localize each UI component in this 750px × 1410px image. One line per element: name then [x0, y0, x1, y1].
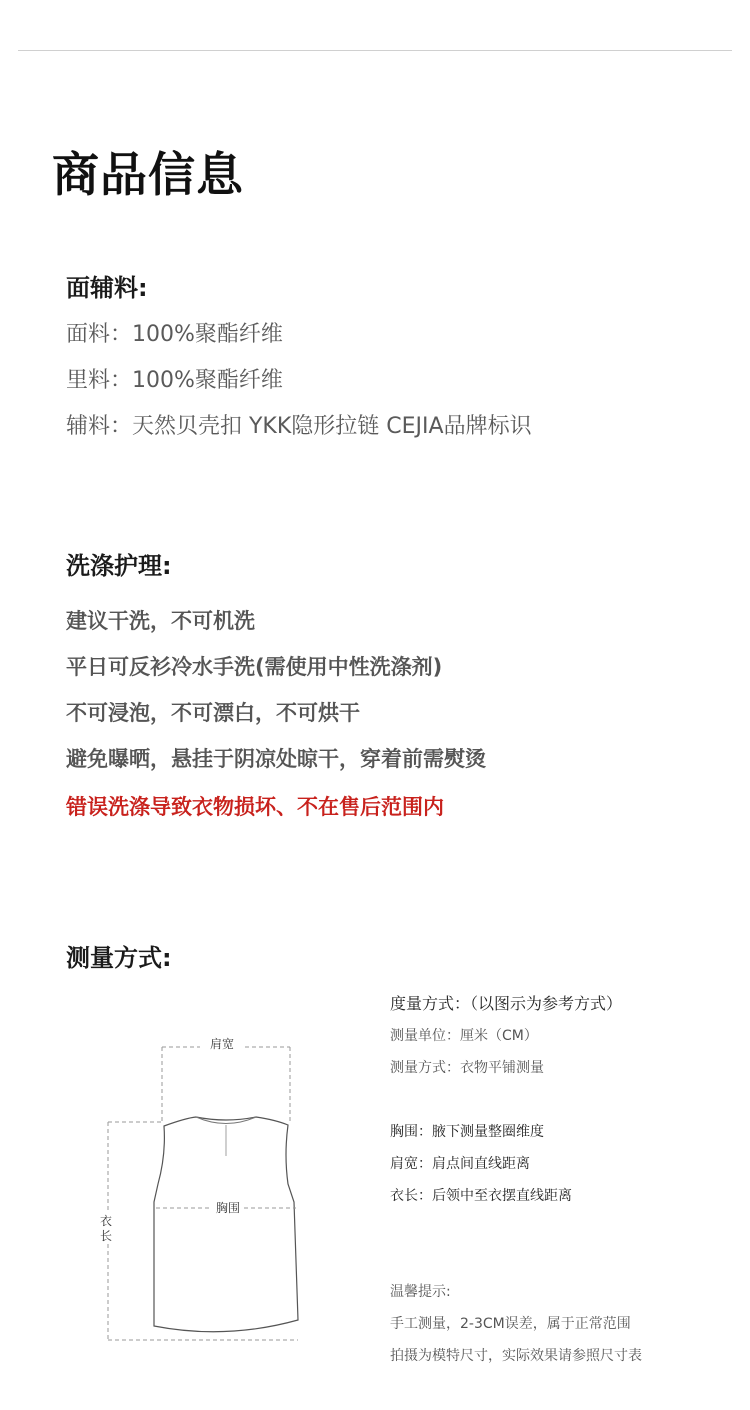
care-line: 避免曝晒，悬挂于阴凉处晾干，穿着前需熨烫: [66, 747, 486, 771]
length-label-1: 衣: [100, 1214, 113, 1228]
tip-line: 拍摄为模特尺寸，实际效果请参照尺寸表: [390, 1348, 642, 1364]
tip-line: 手工测量，2-3CM误差，属于正常范围: [390, 1316, 631, 1332]
measure-method: 测量方式：衣物平铺测量: [390, 1060, 544, 1076]
top-divider: [18, 50, 732, 51]
garment-diagram: [100, 1030, 310, 1350]
care-line: 平日可反衫冷水手洗(需使用中性洗涤剂): [66, 655, 443, 679]
shoulder-label: 肩宽: [210, 1037, 235, 1051]
materials-heading: 面辅料:: [66, 274, 148, 302]
measure-heading: 测量方式:: [66, 944, 172, 972]
def-chest: 胸围：腋下测量整圈维度: [390, 1124, 544, 1140]
measure-unit: 测量单位：厘米（CM）: [390, 1028, 538, 1044]
care-line: 不可浸泡，不可漂白，不可烘干: [66, 701, 360, 725]
material-line: 里料：100%聚酯纤维: [66, 368, 283, 393]
def-shoulder: 肩宽：肩点间直线距离: [390, 1156, 530, 1172]
chest-label: 胸围: [216, 1201, 241, 1215]
care-warning: 错误洗涤导致衣物损坏、不在售后范围内: [66, 795, 444, 819]
measure-info-title: 度量方式：（以图示为参考方式）: [390, 994, 623, 1013]
material-line: 辅料：天然贝壳扣 YKK隐形拉链 CEJIA品牌标识: [66, 414, 532, 439]
def-length: 衣长：后领中至衣摆直线距离: [390, 1188, 572, 1204]
material-line: 面料：100%聚酯纤维: [66, 322, 283, 347]
care-heading: 洗涤护理:: [66, 552, 172, 580]
tips-title: 温馨提示:: [390, 1284, 451, 1300]
page-title: 商品信息: [52, 148, 244, 203]
care-line: 建议干洗，不可机洗: [66, 609, 255, 633]
length-label-2: 长: [100, 1229, 113, 1243]
